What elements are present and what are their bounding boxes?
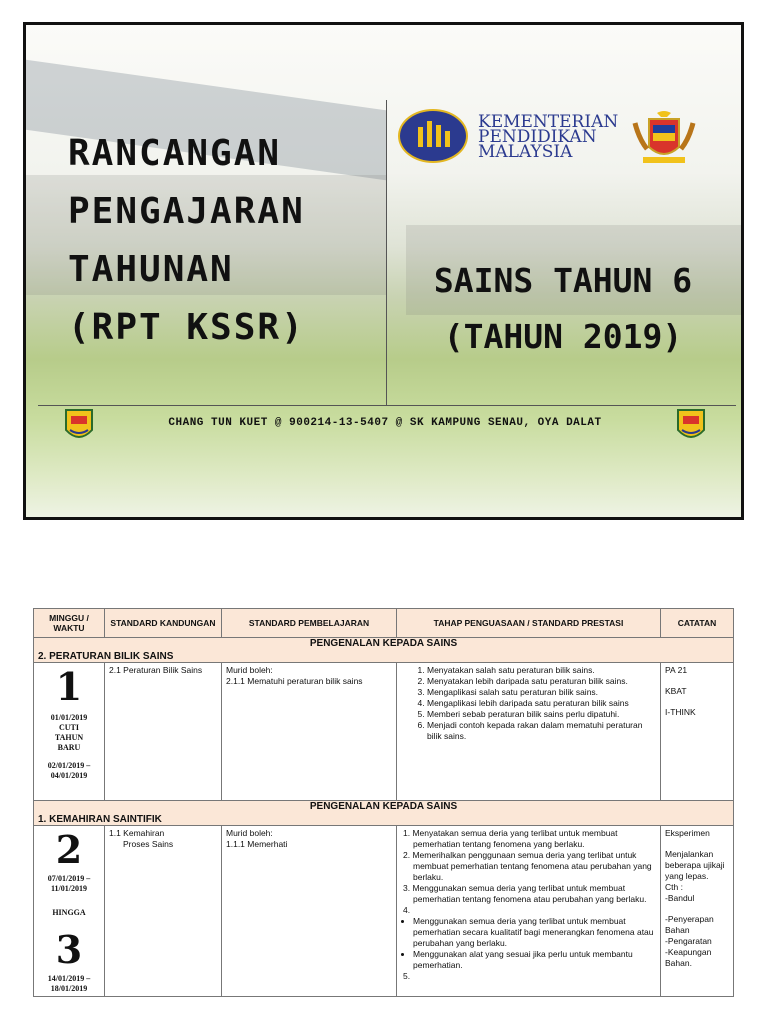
prestasi-item: 5. (403, 971, 411, 981)
subject-year: (TAHUN 2019) (443, 317, 683, 356)
pembelajaran-cell (222, 826, 397, 997)
header-prestasi: TAHAP PENGUASAAN / STANDARD PRESTASI (397, 609, 661, 638)
pembelajaran-intro: Murid boleh: (226, 665, 273, 675)
week-date: 01/01/2019 (50, 713, 88, 722)
catatan-cell (661, 663, 734, 801)
section-name: 1. KEMAHIRAN SAINTIFIK (38, 814, 162, 825)
list-item: 5. Memberi sebab peraturan bilik sains perlu dipatuhi. (427, 709, 656, 720)
rpt-table (33, 608, 734, 997)
ministry-line-1: KEMENTERIAN (478, 112, 619, 132)
table-row (34, 826, 734, 997)
week-number: 1 (55, 664, 83, 709)
horizontal-divider (38, 405, 736, 406)
kandungan-line: Proses Sains (123, 839, 174, 849)
catatan-cell (661, 826, 734, 997)
section-header-row (34, 638, 734, 663)
week-date: 18/01/2019 (50, 984, 88, 993)
table-header-row (34, 609, 734, 638)
ministry-line-3: MALAYSIA (478, 142, 573, 162)
catatan-item: Cth : (665, 882, 683, 892)
ministry-logo-block (398, 109, 619, 169)
pembelajaran-cell (222, 663, 397, 801)
catatan-item: Menjalankan beberapa ujikaji yang lepas. (665, 849, 725, 881)
catatan-item: PA 21 (665, 665, 688, 675)
prestasi-cell (397, 663, 661, 801)
kandungan-cell (105, 826, 222, 997)
week-number: 2 (55, 827, 83, 872)
week-date: 07/01/2019 – (47, 874, 91, 883)
cover-page (23, 22, 744, 520)
kandungan-line: 1.1 Kemahiran (109, 828, 165, 838)
catatan-item: Eksperimen (665, 828, 710, 838)
subject-name: SAINS TAHUN 6 (433, 261, 693, 300)
pembelajaran-item: 2.1.1 Mematuhi peraturan bilik sains (226, 676, 363, 686)
section-title: PENGENALAN KEPADA SAINS (309, 801, 458, 812)
national-crest-icon (629, 109, 699, 169)
section-name: 2. PERATURAN BILIK SAINS (38, 651, 174, 662)
week-between: HINGGA (52, 908, 86, 917)
list-item: 6. Menjadi contoh kepada rakan dalam mematuhi peraturan bilik sains. (427, 720, 656, 742)
kandungan-cell: 2.1 Peraturan Bilik Sains (105, 663, 222, 801)
cover-title (68, 125, 388, 357)
week-date: 02/01/2019 – (47, 761, 91, 770)
kpm-logo-icon (398, 109, 468, 163)
catatan-item: KBAT (665, 686, 687, 696)
prestasi-item: 4. (403, 905, 411, 915)
prestasi-item: 1. Menyatakan semua deria yang terlibat untuk membuat pemerhatian tentang fenomena yang berlaku. (403, 828, 618, 849)
pembelajaran-item: 1.1.1 Memerhati (226, 839, 288, 849)
week-date: 14/01/2019 – (47, 974, 91, 983)
catatan-item: -Bandul (665, 893, 695, 903)
title-line-2: PENGAJARAN (68, 191, 305, 232)
section-title: PENGENALAN KEPADA SAINS (309, 638, 458, 649)
school-logo-icon (64, 408, 94, 444)
table-row (34, 663, 734, 801)
week-date: 11/01/2019 (50, 884, 87, 893)
catatan-item: -Pengaratan (665, 936, 712, 946)
ministry-line-2: PENDIDIKAN (478, 127, 597, 147)
header-minggu: MINGGU / WAKTU (34, 609, 105, 638)
author-line: CHANG TUN KUET @ 900214-13-5407 @ SK KAMPUNG SENAU, OYA DALAT (168, 417, 602, 429)
catatan-item: -Penyerapan Bahan (665, 914, 714, 935)
prestasi-item: 2. Memerihalkan penggunaan semua deria yang terlibat untuk membuat pemerhatian tentang fenomena atau perubahan yang berlaku. (403, 850, 652, 882)
ministry-name (478, 112, 619, 162)
week-cell (34, 826, 105, 997)
title-line-3: TAHUNAN (68, 249, 234, 290)
catatan-item: -Keapungan Bahan. (665, 947, 712, 968)
week-note: BARU (57, 743, 81, 752)
list-item: 3. Mengaplikasi salah satu peraturan bilik sains. (427, 687, 656, 698)
prestasi-cell (397, 826, 661, 997)
week-note: CUTI (58, 723, 79, 732)
section-header-row (34, 801, 734, 826)
list-item: • Menggunakan semua deria yang terlibat untuk membuat pemerhatian secara kualitatif bagi menerangkan fenomena atau perubahan yang berlaku. (413, 916, 656, 949)
title-line-1: RANCANGAN (68, 133, 282, 174)
list-item: • Menggunakan alat yang sesuai jika perlu untuk membantu pemerhatian. (413, 949, 656, 971)
school-logo-icon-right (676, 408, 706, 444)
subject-block (398, 253, 728, 365)
catatan-item: I-THINK (665, 707, 696, 717)
list-item: 1. Menyatakan salah satu peraturan bilik sains. (427, 665, 656, 676)
header-kandungan: STANDARD KANDUNGAN (105, 609, 222, 638)
list-item: 4. Mengaplikasi lebih daripada satu peraturan bilik sains (427, 698, 656, 709)
title-line-4: (RPT KSSR) (68, 307, 305, 348)
week-cell (34, 663, 105, 801)
header-pembelajaran: STANDARD PEMBELAJARAN (222, 609, 397, 638)
pembelajaran-intro: Murid boleh: (226, 828, 273, 838)
week-note: TAHUN (54, 733, 84, 742)
list-item: 2. Menyatakan lebih daripada satu peraturan bilik sains. (427, 676, 656, 687)
prestasi-item: 3. Menggunakan semua deria yang terlibat untuk membuat pemerhatian tentang fenomena atau perubahan yang berlaku. (403, 883, 647, 904)
week-date: 04/01/2019 (50, 771, 88, 780)
week-number: 3 (55, 927, 83, 972)
header-catatan: CATATAN (661, 609, 734, 638)
